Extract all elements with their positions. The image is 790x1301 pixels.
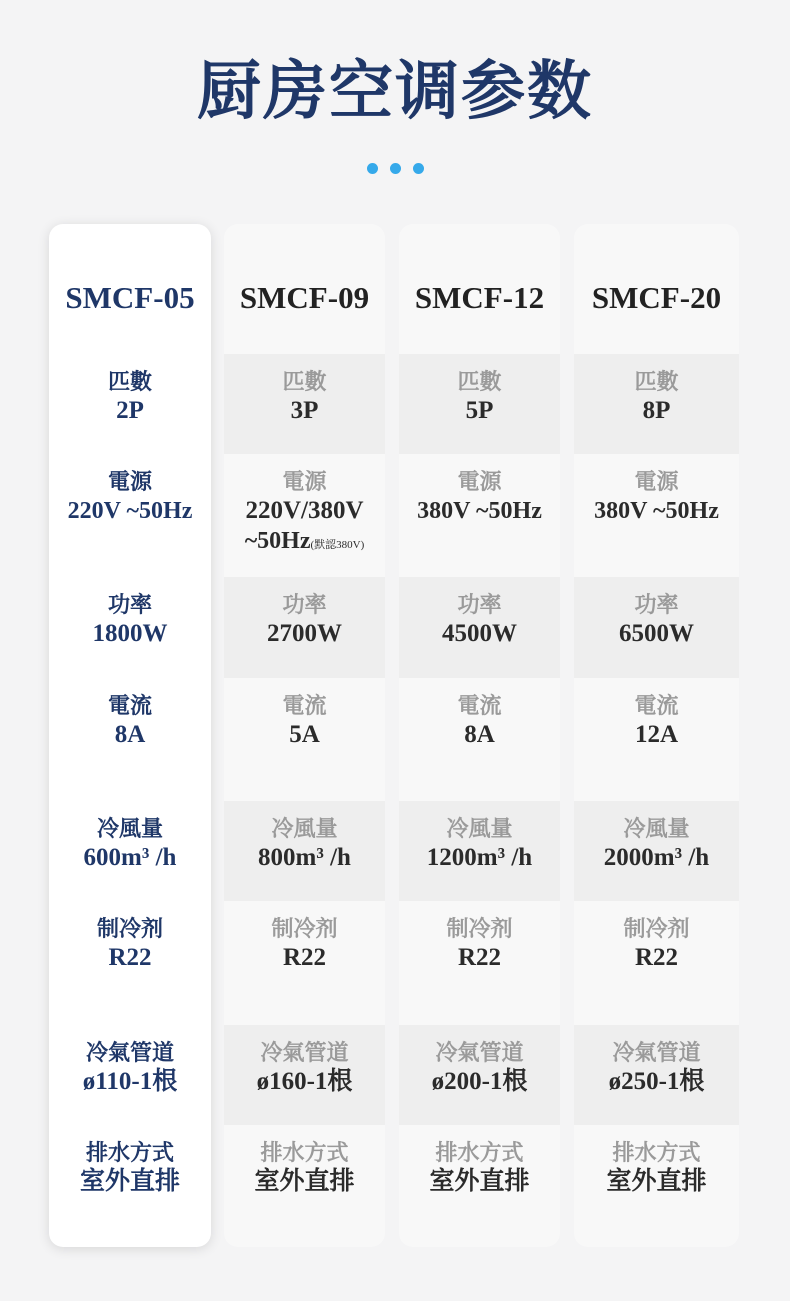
- spec-label: 冷氣管道: [85, 1040, 174, 1065]
- spec-value: 8A: [114, 721, 146, 748]
- spec-value-frequency: ~50Hz: [244, 528, 311, 554]
- spec-value: 2P: [116, 397, 144, 424]
- spec-value: 380V ~50Hz: [594, 498, 719, 524]
- spec-label: 制冷剂: [96, 916, 163, 941]
- model-column-smcf-12: [399, 224, 560, 1247]
- spec-label: 匹數: [457, 369, 502, 394]
- spec-cell: [574, 591, 739, 649]
- spec-label: 電源: [107, 469, 152, 494]
- spec-value: 室外直排: [79, 1168, 180, 1195]
- spec-label: 制冷剂: [446, 916, 513, 941]
- spec-label: 功率: [457, 592, 502, 617]
- spec-cell: [224, 1139, 385, 1197]
- spec-cell: [224, 591, 385, 649]
- spec-cell: [49, 1139, 211, 1197]
- spec-cell: [49, 591, 211, 649]
- spec-value: 1800W: [92, 620, 168, 647]
- spec-cell: [224, 368, 385, 426]
- spec-label: 排水方式: [612, 1140, 701, 1165]
- spec-value: R22: [634, 944, 679, 971]
- spec-value: 220V ~50Hz: [67, 498, 193, 524]
- model-name: SMCF-20: [591, 280, 722, 315]
- spec-label: 功率: [107, 592, 152, 617]
- spec-label: 電源: [282, 469, 327, 494]
- spec-cell: [574, 815, 739, 873]
- dot-icon: [413, 163, 424, 174]
- spec-value: 600m³ /h: [83, 844, 177, 871]
- spec-label: 冷風量: [96, 816, 163, 841]
- spec-cell: [399, 591, 560, 649]
- spec-label: 功率: [634, 592, 679, 617]
- spec-value: R22: [457, 944, 502, 971]
- spec-cell: [49, 815, 211, 873]
- spec-cell: [224, 468, 385, 560]
- spec-cell: [574, 368, 739, 426]
- decorative-dots: [0, 163, 790, 174]
- spec-cell: [399, 368, 560, 426]
- spec-cell: [399, 1139, 560, 1197]
- spec-value: ø110-1根: [82, 1068, 178, 1095]
- spec-value: R22: [108, 944, 152, 971]
- spec-cell: [399, 1039, 560, 1097]
- spec-value: 380V ~50Hz: [417, 498, 542, 524]
- spec-label: 冷氣管道: [260, 1040, 349, 1065]
- model-name: SMCF-12: [414, 280, 545, 315]
- spec-label: 冷氣管道: [612, 1040, 701, 1065]
- model-name: SMCF-09: [239, 280, 370, 315]
- spec-value: 220V/380V: [245, 497, 364, 524]
- spec-value: 8A: [464, 721, 495, 748]
- spec-value: ø160-1根: [256, 1068, 353, 1095]
- spec-value: 5A: [289, 721, 320, 748]
- spec-value: 室外直排: [606, 1168, 707, 1195]
- spec-label: 冷氣管道: [435, 1040, 524, 1065]
- spec-note: (默認380V): [310, 539, 365, 551]
- spec-cell: [49, 915, 211, 973]
- spec-value: 室外直排: [429, 1168, 530, 1195]
- spec-label: 排水方式: [435, 1140, 524, 1165]
- spec-label: 電源: [634, 469, 679, 494]
- spec-label: 排水方式: [260, 1140, 349, 1165]
- spec-cell: [49, 692, 211, 750]
- spec-cell: [49, 368, 211, 426]
- spec-label: 冷風量: [271, 816, 338, 841]
- spec-label: 電流: [107, 693, 152, 718]
- spec-value-line2: [224, 526, 385, 560]
- dot-icon: [367, 163, 378, 174]
- spec-cell: [49, 1039, 211, 1097]
- spec-value: 2000m³ /h: [603, 844, 710, 871]
- spec-cell: [224, 1039, 385, 1097]
- spec-cell: [574, 468, 739, 526]
- spec-label: 冷風量: [446, 816, 513, 841]
- spec-value: 800m³ /h: [258, 844, 351, 871]
- spec-cell: [399, 915, 560, 973]
- spec-label: 電流: [457, 693, 502, 718]
- spec-value: ø250-1根: [608, 1068, 705, 1095]
- spec-value: 室外直排: [254, 1168, 355, 1195]
- spec-cell: [574, 692, 739, 750]
- spec-label: 電流: [634, 693, 679, 718]
- spec-label: 制冷剂: [271, 916, 338, 941]
- spec-cell: [574, 1139, 739, 1197]
- spec-value: 8P: [642, 397, 671, 424]
- model-name: SMCF-05: [65, 280, 195, 315]
- dot-icon: [390, 163, 401, 174]
- page-title: 厨房空调参数: [197, 55, 593, 129]
- spec-value: 2700W: [267, 620, 342, 647]
- spec-label: 電流: [282, 693, 327, 718]
- spec-label: 功率: [282, 592, 327, 617]
- spec-cell: [399, 815, 560, 873]
- spec-cell: [49, 468, 211, 526]
- spec-value: 3P: [290, 397, 319, 424]
- spec-label: 匹數: [634, 369, 679, 394]
- spec-cell: [574, 915, 739, 973]
- spec-cell: [399, 692, 560, 750]
- spec-label: 冷風量: [623, 816, 690, 841]
- spec-label: 電源: [457, 469, 502, 494]
- spec-cell: [574, 1039, 739, 1097]
- spec-value: 6500W: [619, 620, 694, 647]
- spec-value: 4500W: [442, 620, 517, 647]
- model-column-smcf-20: [574, 224, 739, 1247]
- spec-label: 匹數: [282, 369, 327, 394]
- spec-value: 12A: [634, 721, 679, 748]
- spec-label: 制冷剂: [623, 916, 690, 941]
- spec-value: 5P: [465, 397, 494, 424]
- spec-cell: [224, 915, 385, 973]
- spec-label: 排水方式: [85, 1140, 174, 1165]
- spec-value: R22: [282, 944, 327, 971]
- spec-cell: [399, 468, 560, 526]
- spec-label: 匹數: [107, 369, 152, 394]
- model-column-smcf-05: [49, 224, 211, 1247]
- spec-value: ø200-1根: [431, 1068, 528, 1095]
- model-column-smcf-09: [224, 224, 385, 1247]
- spec-cell: [224, 692, 385, 750]
- spec-cell: [224, 815, 385, 873]
- spec-value: 1200m³ /h: [426, 844, 533, 871]
